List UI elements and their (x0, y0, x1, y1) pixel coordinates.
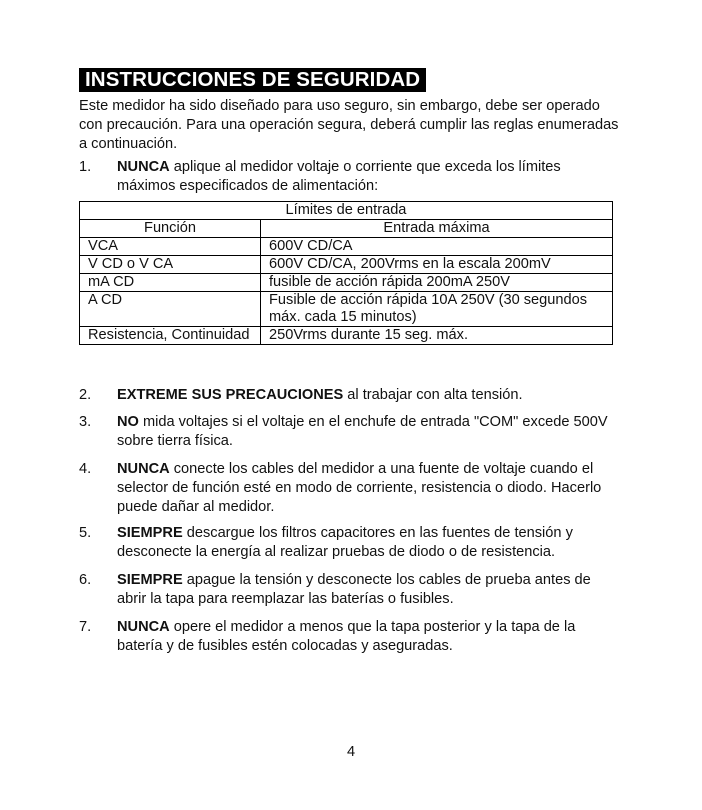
max-input-cell: Fusible de acción rápida 10A 250V (30 segundos máx. cada 15 minutos) (261, 292, 613, 327)
function-cell: VCA (80, 238, 261, 256)
column-header-max-input: Entrada máxima (261, 220, 613, 238)
safety-rule-3 (79, 413, 619, 451)
section-heading: INSTRUCCIONES DE SEGURIDAD (79, 68, 426, 92)
rule-keyword: NUNCA (117, 619, 170, 635)
table-row (80, 256, 613, 274)
function-cell: V CD o V CA (80, 256, 261, 274)
rule-number: 3. (79, 414, 92, 430)
safety-rule-2 (79, 386, 619, 405)
rule-text (117, 571, 619, 609)
rule-keyword: NUNCA (117, 159, 170, 175)
function-cell: Resistencia, Continuidad (80, 327, 261, 345)
rule-text (117, 158, 619, 196)
rule-body: opere el medidor a menos que la tapa posterior y la tapa de la batería y de fusibles estén colocadas y aseguradas. (117, 619, 576, 654)
rule-text (117, 618, 619, 656)
table-caption: Límites de entrada (80, 202, 613, 220)
safety-rule-1 (79, 158, 619, 196)
rule-number: 5. (79, 525, 92, 541)
rule-text (117, 524, 619, 562)
rule-number: 2. (79, 387, 92, 403)
function-cell: mA CD (80, 274, 261, 292)
rule-text (117, 460, 619, 517)
rule-body: apague la tensión y desconecte los cables de prueba antes de abrir la tapa para reemplazar las baterías o fusibles. (117, 572, 591, 607)
safety-rule-6 (79, 571, 619, 609)
safety-rule-5 (79, 524, 619, 562)
rule-text (117, 413, 619, 451)
rule-keyword: NO (117, 414, 139, 430)
table-row (80, 274, 613, 292)
rule-body: aplique al medidor voltaje o corriente que exceda los límites máximos especificados de alimentación: (117, 159, 561, 194)
rule-text (117, 386, 619, 405)
rule-keyword: NUNCA (117, 461, 170, 477)
table-row (80, 327, 613, 345)
table-row (80, 238, 613, 256)
rule-number: 6. (79, 572, 92, 588)
max-input-cell: 250Vrms durante 15 seg. máx. (261, 327, 613, 345)
safety-rule-7 (79, 618, 619, 656)
rule-keyword: SIEMPRE (117, 572, 183, 588)
table-row (80, 292, 613, 327)
rule-body: mida voltajes si el voltaje en el enchufe de entrada "COM" excede 500V sobre tierra física. (117, 414, 608, 449)
rule-number: 1. (79, 159, 92, 175)
max-input-cell: fusible de acción rápida 200mA 250V (261, 274, 613, 292)
table-header-row (80, 220, 613, 238)
rule-keyword: EXTREME SUS PRECAUCIONES (117, 387, 344, 403)
rule-body: al trabajar con alta tensión. (343, 387, 523, 403)
rule-number: 4. (79, 461, 92, 477)
page-number: 4 (346, 744, 356, 760)
rule-number: 7. (79, 619, 92, 635)
intro-paragraph: Este medidor ha sido diseñado para uso seguro, sin embargo, debe ser operado con precaución. Para una operación segura, deberá cumplir las reglas enumeradas a continuación. (79, 98, 619, 152)
max-input-cell: 600V CD/CA, 200Vrms en la escala 200mV (261, 256, 613, 274)
input-limits-table (79, 201, 613, 345)
rule-body: descargue los filtros capacitores en las fuentes de tensión y desconecte la energía al realizar pruebas de diodo o de resistencia. (117, 525, 573, 560)
column-header-function: Función (80, 220, 261, 238)
table-caption-row (80, 202, 613, 220)
safety-rule-4 (79, 460, 619, 517)
rule-body: conecte los cables del medidor a una fuente de voltaje cuando el selector de función esté en modo de corriente, resistencia o diodo. Hacerlo puede dañar al medidor. (117, 461, 602, 515)
max-input-cell: 600V CD/CA (261, 238, 613, 256)
rule-keyword: SIEMPRE (117, 525, 183, 541)
function-cell: A CD (80, 292, 261, 327)
